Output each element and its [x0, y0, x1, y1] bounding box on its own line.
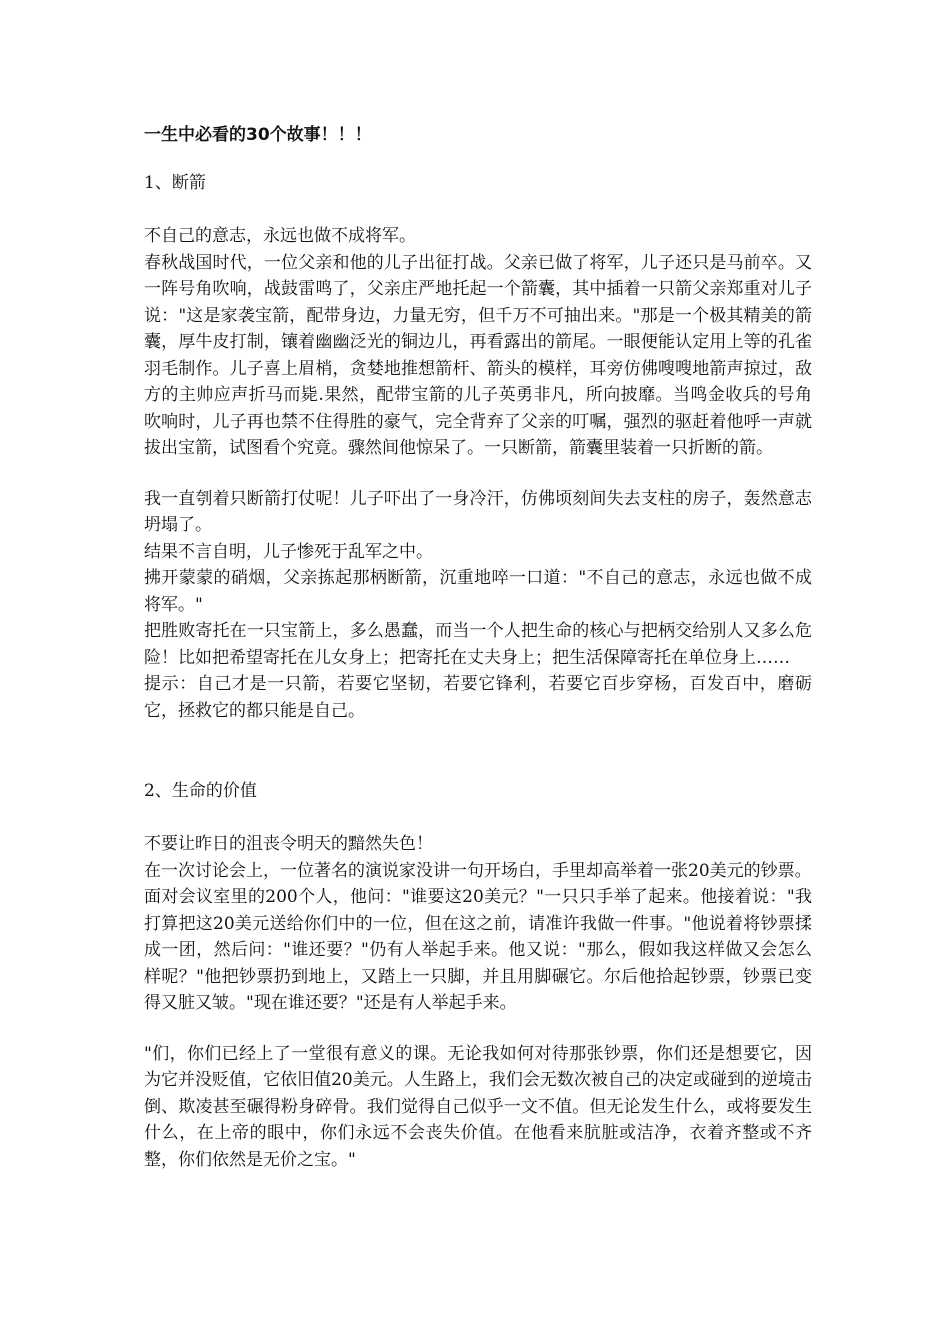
paragraph: "们，你们已经上了一堂很有意义的课。无论我如何对待那张钞票，你们还是想要它，因为它并没贬值，它依旧值20美元。人生路上，我们会无数次被自己的决定或碰到的逆境击倒、欺凌甚至碾得粉身碎骨。我们觉得自己似乎一文不值。但无论发生什么，或将要发生什么，在上帝的眼中，你们永远不会丧失价值。在他看来肮脏或洁净，衣着齐整或不齐整，你们依然是无价之宝。": [144, 1043, 812, 1170]
document-title: 一生中必看的30个故事！！！: [144, 125, 372, 145]
paragraph: 面对会议室里的200个人，他问："谁要这20美元？"一只只手举了起来。他接着说："我打算把这20美元送给你们中的一位，但在这之前，请准许我做一件事。"他说着将钞票揉成一团，然后问："谁还要？"仍有人举起手来。他又说："那么，假如我这样做又会怎么样呢？"他把钞票扔到地上，又踏上一只脚，并且用脚碾它。尔后他拾起钞票，钞票已变得又脏又皱。"现在谁还要？"还是有人举起手来。: [144, 887, 812, 1013]
paragraph: 不要让昨日的沮丧令明天的黯然失色！: [144, 834, 433, 854]
paragraph: 不自己的意志，永远也做不成将军。: [144, 226, 416, 246]
paragraph: 在一次讨论会上，一位著名的演说家没讲一句开场白，手里却高举着一张20美元的钞票。: [144, 860, 812, 881]
paragraph: 提示：自己才是一只箭，若要它坚韧，若要它锋利，若要它百步穿杨，百发百中，磨砺它，拯救它的都只能是自己。: [144, 674, 812, 721]
paragraph: 把胜败寄托在一只宝箭上，多么愚蠢，而当一个人把生命的核心与把柄交给别人又多么危险！比如把希望寄托在儿女身上；把寄托在丈夫身上；把生活保障寄托在单位身上……: [144, 621, 812, 668]
paragraph: 结果不言自明，儿子惨死于乱军之中。: [144, 541, 433, 562]
paragraph: 春秋战国时代，一位父亲和他的儿子出征打战。父亲已做了将军，儿子还只是马前卒。又一阵号角吹响，战鼓雷鸣了，父亲庄严地托起一个箭囊，其中插着一只箭父亲郑重对儿子说："这是家袭宝箭，配带身边，力量无穷，但千万不可抽出来。"那是一个极其精美的箭囊，厚牛皮打制，镶着幽幽泛光的铜边儿，再看露出的箭尾。一眼便能认定用上等的孔雀羽毛制作。儿子喜上眉梢，贪婪地推想箭杆、箭头的模样，耳旁仿佛嗖嗖地箭声掠过，敌方的主帅应声折马而毙.果然，配带宝箭的儿子英勇非凡，所向披靡。当鸣金收兵的号角吹响时，儿子再也禁不住得胜的豪气，完全背弃了父亲的叮嘱，强烈的驱赶着他呼一声就拔出宝箭，试图看个究竟。骤然间他惊呆了。一只断箭，箭囊里装着一只折断的箭。: [144, 252, 812, 458]
paragraph: 拂开蒙蒙的硝烟，父亲拣起那柄断箭，沉重地啐一口道："不自己的意志，永远也做不成将军。": [144, 568, 812, 615]
section-heading-value-of-life: 2、生命的价值: [144, 781, 257, 801]
section-heading-broken-arrow: 1、断箭: [144, 173, 206, 193]
paragraph: 我一直刳着只断箭打仗呢！儿子吓出了一身冷汗，仿佛顷刻间失去支柱的房子，轰然意志坍塌了。: [144, 488, 812, 535]
document-page: [144, 122, 812, 1173]
